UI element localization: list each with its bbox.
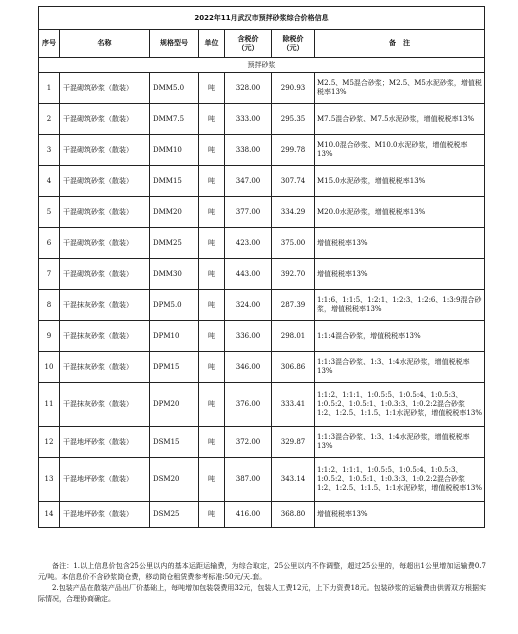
row-price-with-tax: 333.00 [225,104,272,135]
price-table [38,6,485,528]
header-unit: 单位 [199,30,225,58]
row-price-with-tax: 324.00 [225,290,272,321]
row-unit: 吨 [199,383,225,427]
row-price-without-tax: 375.00 [272,228,315,259]
row-unit: 吨 [199,427,225,458]
row-spec: DPM10 [150,321,199,352]
row-price-without-tax: 295.35 [272,104,315,135]
table-row [39,458,485,502]
row-index: 11 [39,383,60,427]
header-price-with-tax: 含税价 （元） [225,30,272,58]
row-price-with-tax: 416.00 [225,502,272,528]
header-name: 名称 [60,30,150,58]
row-note: M7.5混合砂浆、M7.5水泥砂浆，增值税税率13% [315,104,485,135]
table-row [39,104,485,135]
row-name: 干混地坪砂浆（散装） [60,427,150,458]
row-note: 1:1:3混合砂浆、1:3、1:4水泥砂浆，增值税税率13% [315,427,485,458]
row-index: 12 [39,427,60,458]
row-spec: DMM10 [150,135,199,166]
row-note: M20.0水泥砂浆，增值税税率13% [315,197,485,228]
header-index: 序号 [39,30,60,58]
table-row [39,73,485,104]
row-note: 1:1:2、1:1:1、1:0.5:5、1:0.5:4、1:0.5:3、1:0.5:2、1:0.5:1、1:0.3:3、1:0.2:2混合砂浆 1:2、1:2.5、1:1.5、1:1水泥砂浆，增值税税率13% [315,458,485,502]
row-index: 2 [39,104,60,135]
header-note: 备 注 [315,30,485,58]
table-row [39,166,485,197]
row-spec: DSM25 [150,502,199,528]
row-note: 1:1:3混合砂浆、1:3、1:4水泥砂浆，增值税税率13% [315,352,485,383]
row-price-without-tax: 392.70 [272,259,315,290]
row-price-with-tax: 423.00 [225,228,272,259]
row-price-without-tax: 290.93 [272,73,315,104]
row-name: 干混抹灰砂浆（散装） [60,383,150,427]
row-note: 1:1:6、1:1:5、1:2:1、1:2:3、1:2:6、1:3:9混合砂浆，增值税税率13% [315,290,485,321]
row-spec: DPM15 [150,352,199,383]
row-name: 干混砌筑砂浆（散装） [60,166,150,197]
row-note: M15.0水泥砂浆，增值税税率13% [315,166,485,197]
row-price-with-tax: 347.00 [225,166,272,197]
row-index: 3 [39,135,60,166]
header-spec: 规格型号 [150,30,199,58]
table-header-row [39,30,485,58]
row-price-with-tax: 377.00 [225,197,272,228]
table-row [39,352,485,383]
row-price-with-tax: 387.00 [225,458,272,502]
row-name: 干混砌筑砂浆（散装） [60,197,150,228]
row-price-with-tax: 336.00 [225,321,272,352]
price-sheet [38,6,484,528]
row-name: 干混砌筑砂浆（散装） [60,228,150,259]
row-spec: DPM5.0 [150,290,199,321]
row-note: M10.0混合砂浆、M10.0水泥砂浆，增值税税率13% [315,135,485,166]
header-price-without-tax: 除税价 （元） [272,30,315,58]
row-note: 1:1:4混合砂浆，增值税税率13% [315,321,485,352]
row-index: 14 [39,502,60,528]
row-index: 13 [39,458,60,502]
row-price-without-tax: 343.14 [272,458,315,502]
table-row [39,321,485,352]
footnotes [38,561,486,605]
row-price-without-tax: 333.41 [272,383,315,427]
row-unit: 吨 [199,458,225,502]
table-row [39,259,485,290]
table-row [39,502,485,528]
table-row [39,135,485,166]
row-unit: 吨 [199,352,225,383]
row-spec: DMM25 [150,228,199,259]
row-spec: DSM15 [150,427,199,458]
row-price-without-tax: 298.01 [272,321,315,352]
row-index: 4 [39,166,60,197]
row-note: M2.5、M5混合砂浆；M2.5、M5水泥砂浆，增值税税率13% [315,73,485,104]
row-index: 10 [39,352,60,383]
row-price-without-tax: 299.78 [272,135,315,166]
row-unit: 吨 [199,290,225,321]
row-price-without-tax: 334.29 [272,197,315,228]
row-note: 增值税税率13% [315,228,485,259]
row-unit: 吨 [199,135,225,166]
row-price-with-tax: 346.00 [225,352,272,383]
row-price-without-tax: 306.86 [272,352,315,383]
table-row [39,197,485,228]
row-index: 6 [39,228,60,259]
row-name: 干混砌筑砂浆（散装） [60,104,150,135]
table-row [39,290,485,321]
row-spec: DMM20 [150,197,199,228]
row-price-with-tax: 376.00 [225,383,272,427]
footnote-1: 备注：1.以上信息价包含25公里以内的基本运距运输费，为综合取定，25公里以内不作调整，超过25公里的，每超出1公里增加运输费0.7元/吨。本信息价不含砂浆筒仓费，移动筒仓租赁费参考标准:50元/天.套。 [38,562,486,581]
page-title: 2022年11月武汉市预拌砂浆综合价格信息 [39,7,485,30]
row-spec: DMM15 [150,166,199,197]
row-note: 1:1:2、1:1:1、1:0.5:5、1:0.5:4、1:0.5:3、1:0.5:2、1:0.5:1、1:0.3:3、1:0.2:2混合砂浆 1:2、1:2.5、1:1.5、1:1水泥砂浆，增值税税率13% [315,383,485,427]
row-spec: DMM7.5 [150,104,199,135]
table-row [39,228,485,259]
row-unit: 吨 [199,321,225,352]
row-name: 干混地坪砂浆（散装） [60,502,150,528]
row-name: 干混抹灰砂浆（散装） [60,290,150,321]
row-spec: DSM20 [150,458,199,502]
section-label: 预拌砂浆 [39,58,485,73]
row-name: 干混砌筑砂浆（散装） [60,73,150,104]
row-spec: DMM5.0 [150,73,199,104]
row-name: 干混抹灰砂浆（散装） [60,352,150,383]
row-price-without-tax: 368.80 [272,502,315,528]
row-spec: DMM30 [150,259,199,290]
row-index: 5 [39,197,60,228]
row-note: 增值税税率13% [315,502,485,528]
table-row [39,383,485,427]
row-name: 干混地坪砂浆（散装） [60,458,150,502]
row-price-with-tax: 372.00 [225,427,272,458]
row-name: 干混砌筑砂浆（散装） [60,135,150,166]
row-index: 1 [39,73,60,104]
row-price-with-tax: 443.00 [225,259,272,290]
row-index: 8 [39,290,60,321]
row-price-with-tax: 338.00 [225,135,272,166]
row-index: 9 [39,321,60,352]
row-unit: 吨 [199,166,225,197]
row-price-without-tax: 307.74 [272,166,315,197]
row-price-with-tax: 328.00 [225,73,272,104]
row-unit: 吨 [199,502,225,528]
row-unit: 吨 [199,73,225,104]
row-price-without-tax: 329.87 [272,427,315,458]
row-name: 干混砌筑砂浆（散装） [60,259,150,290]
row-unit: 吨 [199,259,225,290]
row-note: 增值税税率13% [315,259,485,290]
row-spec: DPM20 [150,383,199,427]
row-name: 干混抹灰砂浆（散装） [60,321,150,352]
row-unit: 吨 [199,104,225,135]
table-row [39,427,485,458]
row-unit: 吨 [199,197,225,228]
row-price-without-tax: 287.39 [272,290,315,321]
row-unit: 吨 [199,228,225,259]
footnote-2: 2.包装产品在散装产品出厂价基础上，每吨增加包装袋费用32元，包装人工费12元，上下力资费18元。包装砂浆的运输费由供需双方根据实际情况，合理协商确定。 [38,584,486,603]
table-body [39,73,485,528]
row-index: 7 [39,259,60,290]
